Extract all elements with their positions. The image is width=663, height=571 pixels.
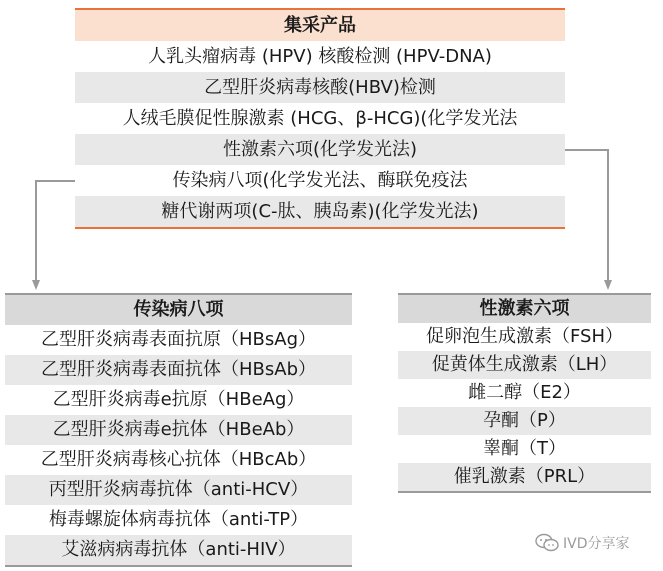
sex-hormone-header: 性激素六项 bbox=[398, 295, 651, 323]
infectious-disease-table bbox=[5, 293, 352, 567]
list-item: 乙型肝炎病毒表面抗体（HBsAb） bbox=[5, 355, 352, 385]
wechat-icon bbox=[535, 533, 559, 553]
list-item: 睾酮（T） bbox=[483, 438, 566, 459]
arrow-to-sex-hormone bbox=[565, 150, 608, 285]
collected-products-header: 集采产品 bbox=[75, 10, 565, 41]
infectious-disease-header: 传染病八项 bbox=[5, 295, 352, 325]
list-item: 乙型肝炎病毒核心抗体（HBcAb） bbox=[40, 449, 317, 470]
bottom-rule bbox=[398, 491, 651, 493]
list-item: 促黄体生成激素（LH） bbox=[398, 351, 651, 379]
list-item: 催乳激素（PRL） bbox=[398, 463, 651, 491]
list-item: 糖代谢两项(C-肽、胰岛素)(化学发光法) bbox=[75, 196, 565, 227]
list-item: 乙型肝炎病毒e抗体（HBeAb） bbox=[5, 415, 352, 445]
bottom-rule bbox=[5, 565, 352, 567]
arrow-to-infectious-disease bbox=[36, 181, 75, 285]
list-item: 人绒毛膜促性腺激素 (HCG、β-HCG)(化学发光法 bbox=[122, 107, 518, 129]
watermark-text: IVD分享家 bbox=[563, 536, 630, 552]
list-item: 乙型肝炎病毒e抗原（HBeAg） bbox=[52, 389, 305, 410]
list-item: 梅毒螺旋体病毒抗体（anti-TP） bbox=[48, 509, 309, 530]
list-item: 孕酮（P） bbox=[398, 407, 651, 435]
list-item: 艾滋病病毒抗体（anti-HIV） bbox=[5, 535, 352, 565]
list-item: 促卵泡生成激素（FSH） bbox=[426, 326, 623, 347]
list-item: 人乳头瘤病毒 (HPV) 核酸检测 (HPV-DNA) bbox=[148, 45, 492, 67]
list-item: 乙型肝炎病毒核酸(HBV)检测 bbox=[75, 72, 565, 103]
list-item: 性激素六项(化学发光法) bbox=[75, 134, 565, 165]
list-item: 雌二醇（E2） bbox=[468, 382, 581, 403]
list-item: 传染病八项(化学发光法、酶联免疫法 bbox=[172, 169, 468, 191]
collected-products-table bbox=[75, 8, 565, 229]
list-item: 丙型肝炎病毒抗体（anti-HCV） bbox=[5, 475, 352, 505]
list-item: 乙型肝炎病毒表面抗原（HBsAg） bbox=[41, 329, 316, 350]
sex-hormone-table bbox=[398, 293, 651, 493]
bottom-rule bbox=[75, 227, 565, 229]
watermark bbox=[535, 533, 630, 553]
